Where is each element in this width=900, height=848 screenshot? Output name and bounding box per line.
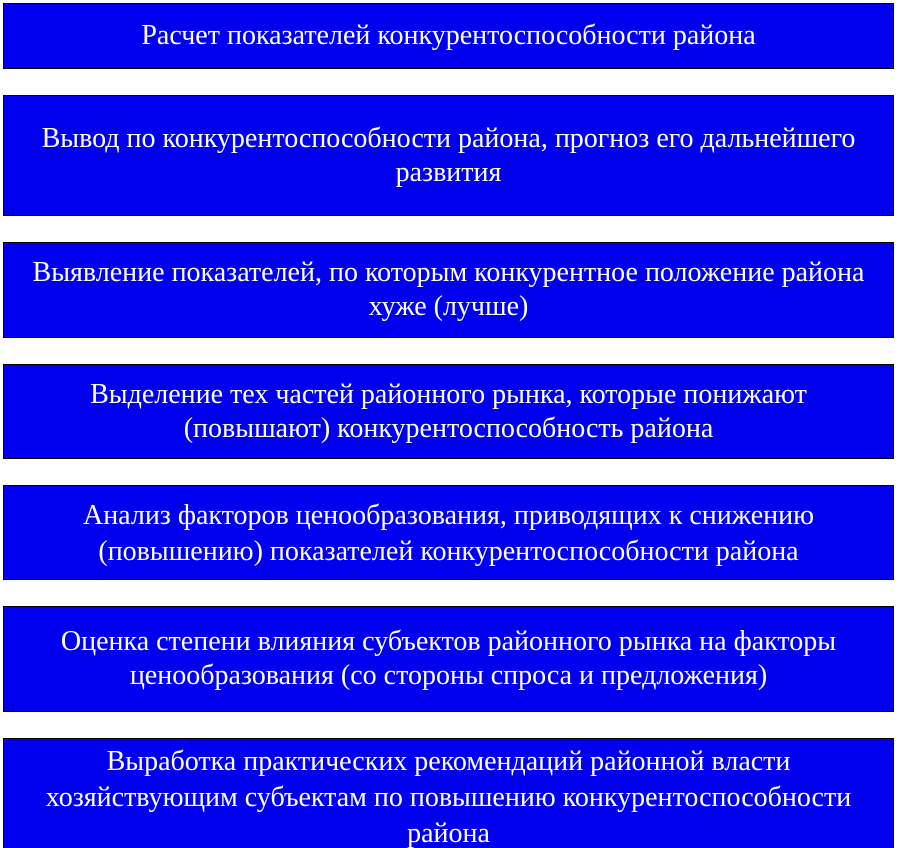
step-text-4: Выделение тех частей районного рынка, которые понижают (повышают) конкурентоспособность района [90, 378, 807, 444]
step-box-7 [3, 738, 894, 848]
step-text-6: Оценка степени влияния субъектов районного рынка на факторы ценообразования (со стороны спроса и предложения) [60, 626, 837, 691]
step-text-1: Расчет показателей конкурентоспособности района [141, 20, 756, 51]
step-text-5: Анализ факторов ценообразования, приводящих к снижению (повышению) показателей конкурентоспособности района [82, 499, 815, 567]
step-text-2: Вывод по конкурентоспособности района, прогноз его дальнейшего развития [41, 122, 856, 188]
step-box-6 [3, 606, 894, 712]
step-box-1 [3, 3, 894, 69]
step-box-5 [3, 485, 894, 580]
step-text-3: Выявление показателей, по которым конкурентное положение района хуже (лучше) [32, 257, 865, 322]
step-text-7: Выработка практических рекомендаций районной власти хозяйствующим субъектам по повышению конкурентоспособности района [45, 745, 852, 848]
step-box-2 [3, 95, 894, 216]
step-box-3 [3, 242, 894, 338]
step-box-4 [3, 364, 894, 459]
